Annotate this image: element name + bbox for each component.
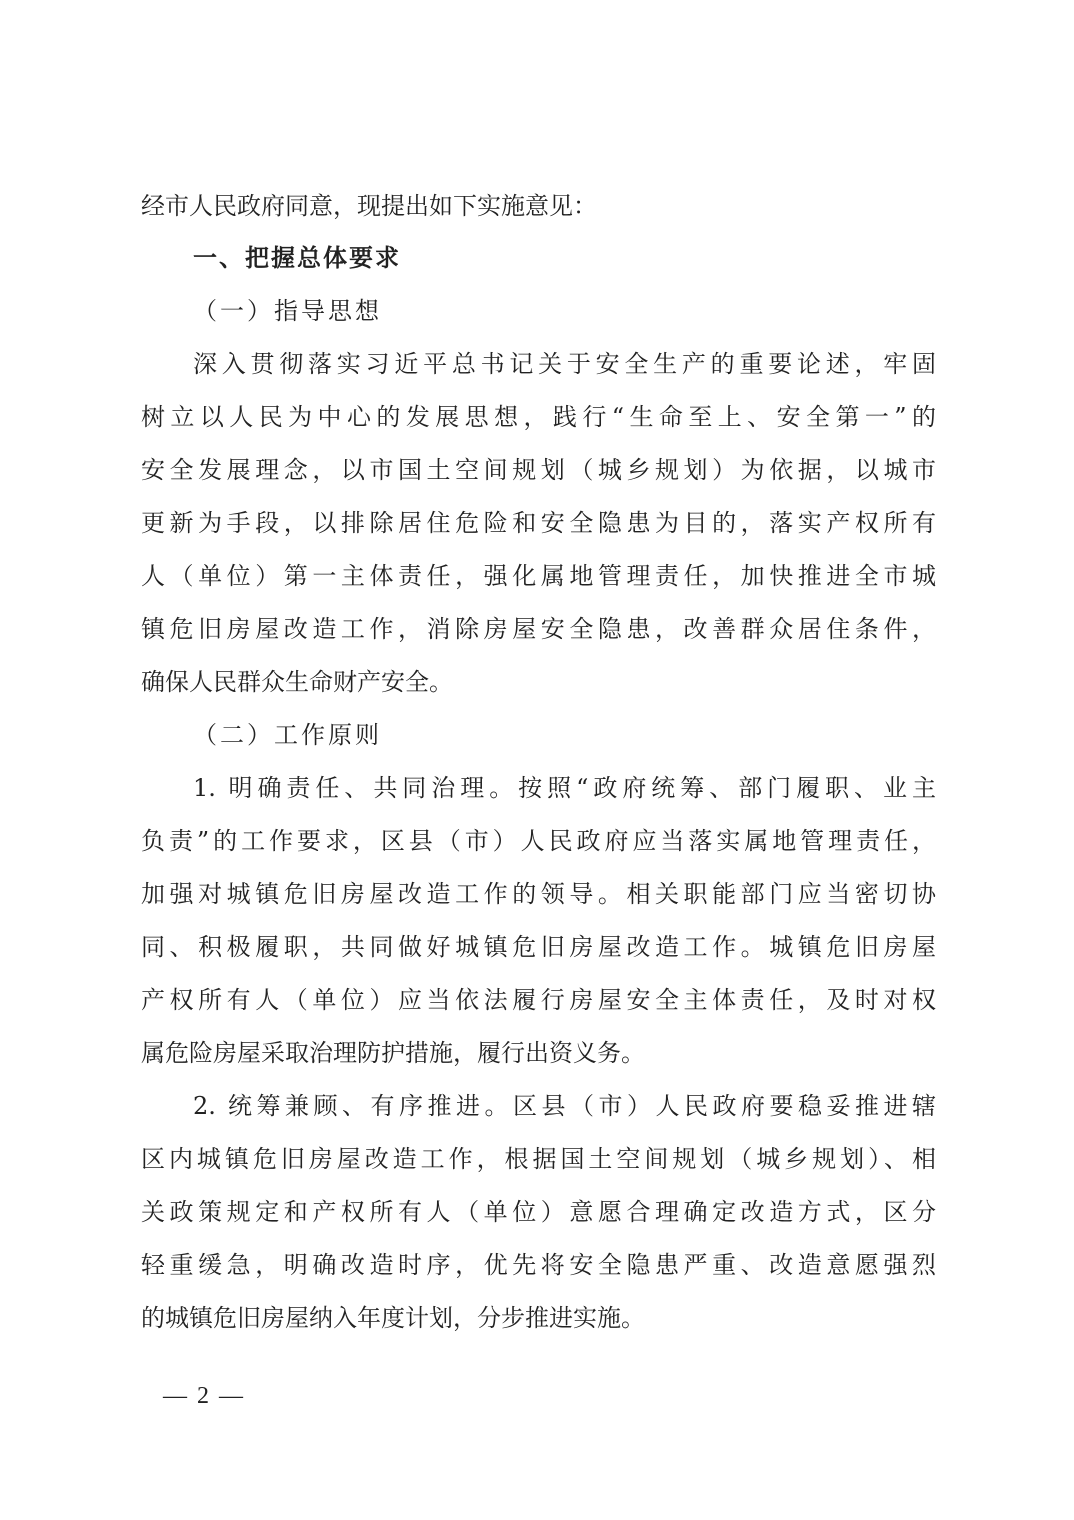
- subsection-heading: （二）工作原则: [193, 721, 382, 749]
- paragraph-line: 属危险房屋采取治理防护措施，履行出资义务。: [141, 1039, 645, 1067]
- subsection-heading: （一）指导思想: [193, 297, 382, 325]
- paragraph-line: 产权所有人（单位）应当依法履行房屋安全主体责任，及时对权: [141, 986, 936, 1014]
- paragraph-line: 同、积极履职，共同做好城镇危旧房屋改造工作。城镇危旧房屋: [141, 933, 936, 961]
- paragraph-line: 轻重缓急，明确改造时序，优先将安全隐患严重、改造意愿强烈: [141, 1251, 936, 1279]
- paragraph-line: 人（单位）第一主体责任，强化属地管理责任，加快推进全市城: [141, 562, 936, 590]
- paragraph-line: 2. 统筹兼顾、有序推进。区县（市）人民政府要稳妥推进辖: [193, 1092, 936, 1120]
- paragraph-line: 关政策规定和产权所有人（单位）意愿合理确定改造方式，区分: [141, 1198, 936, 1226]
- paragraph-line: 更新为手段，以排除居住危险和安全隐患为目的，落实产权所有: [141, 509, 936, 537]
- paragraph-line: 区内城镇危旧房屋改造工作，根据国土空间规划（城乡规划）、相: [141, 1145, 936, 1173]
- section-heading: 一、把握总体要求: [193, 244, 401, 272]
- page-number: — 2 —: [163, 1383, 245, 1409]
- paragraph-line: 深入贯彻落实习近平总书记关于安全生产的重要论述，牢固: [193, 350, 936, 378]
- paragraph-line: 镇危旧房屋改造工作，消除房屋安全隐患，改善群众居住条件，: [141, 615, 936, 643]
- paragraph-line: 确保人民群众生命财产安全。: [141, 668, 453, 696]
- intro-line: 经市人民政府同意，现提出如下实施意见：: [141, 192, 597, 220]
- paragraph-line: 负责”的工作要求，区县（市）人民政府应当落实属地管理责任，: [141, 827, 936, 855]
- paragraph-line: 树立以人民为中心的发展思想，践行“生命至上、安全第一”的: [141, 403, 936, 431]
- paragraph-line: 加强对城镇危旧房屋改造工作的领导。相关职能部门应当密切协: [141, 880, 936, 908]
- paragraph-line: 的城镇危旧房屋纳入年度计划，分步推进实施。: [141, 1304, 645, 1332]
- paragraph-line: 安全发展理念，以市国土空间规划（城乡规划）为依据，以城市: [141, 456, 936, 484]
- paragraph-line: 1. 明确责任、共同治理。按照“政府统筹、部门履职、业主: [193, 774, 936, 802]
